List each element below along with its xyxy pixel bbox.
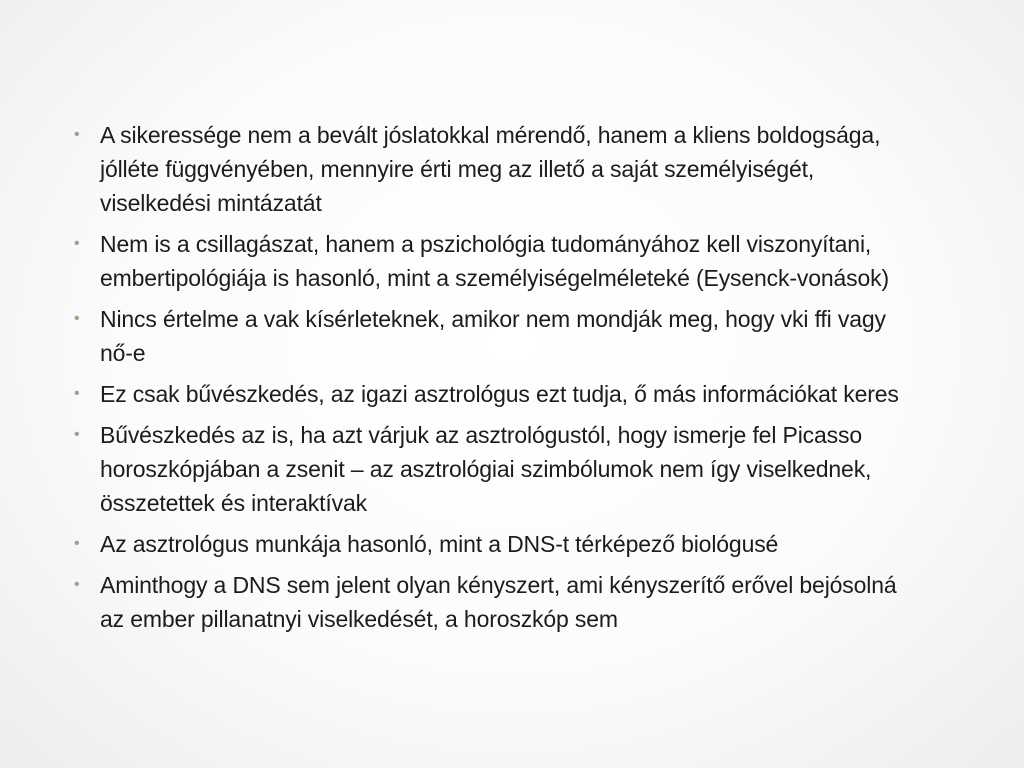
bullet-text: Nincs értelme a vak kísérleteknek, amikor nem mondják meg, hogy vki ffi vagy nő-e	[100, 306, 886, 366]
bullet-text: Ez csak bűvészkedés, az igazi asztrológus ezt tudja, ő más információkat keres	[100, 381, 899, 407]
bullet-item	[74, 418, 904, 520]
bullet-item	[74, 302, 904, 370]
bullet-text: Az asztrológus munkája hasonló, mint a DNS-t térképező biológusé	[100, 531, 779, 557]
bullet-item	[74, 377, 904, 411]
bullet-item	[74, 118, 904, 220]
bullet-text: A sikeressége nem a bevált jóslatokkal mérendő, hanem a kliens boldogsága, jólléte függvényében, mennyire érti meg az illető a saját személyiségét, viselkedési mintázatát	[100, 122, 881, 216]
bullet-dot-icon: •	[74, 426, 80, 443]
bullet-text: Aminthogy a DNS sem jelent olyan kényszert, ami kényszerítő erővel bejósolná az ember pillanatnyi viselkedését, a horoszkóp sem	[100, 572, 897, 632]
bullet-text: Bűvészkedés az is, ha azt várjuk az asztrológustól, hogy ismerje fel Picasso horoszkópjában a zsenit – az asztrológiai szimbólumok nem így viselkednek, összetettek és interaktívak	[100, 422, 872, 516]
bullet-item	[74, 527, 904, 561]
bullet-dot-icon: •	[74, 576, 80, 593]
bullet-dot-icon: •	[74, 385, 80, 402]
bullet-item	[74, 568, 904, 636]
bullet-item	[74, 227, 904, 295]
bullet-dot-icon: •	[74, 235, 80, 252]
bullet-text: Nem is a csillagászat, hanem a pszichológia tudományához kell viszonyítani, embertipológiája is hasonló, mint a személyiségelméleteké (Eysenck-vonások)	[100, 231, 890, 291]
bullet-dot-icon: •	[74, 126, 80, 143]
bullet-list	[74, 118, 904, 643]
bullet-dot-icon: •	[74, 535, 80, 552]
bullet-dot-icon: •	[74, 310, 80, 327]
